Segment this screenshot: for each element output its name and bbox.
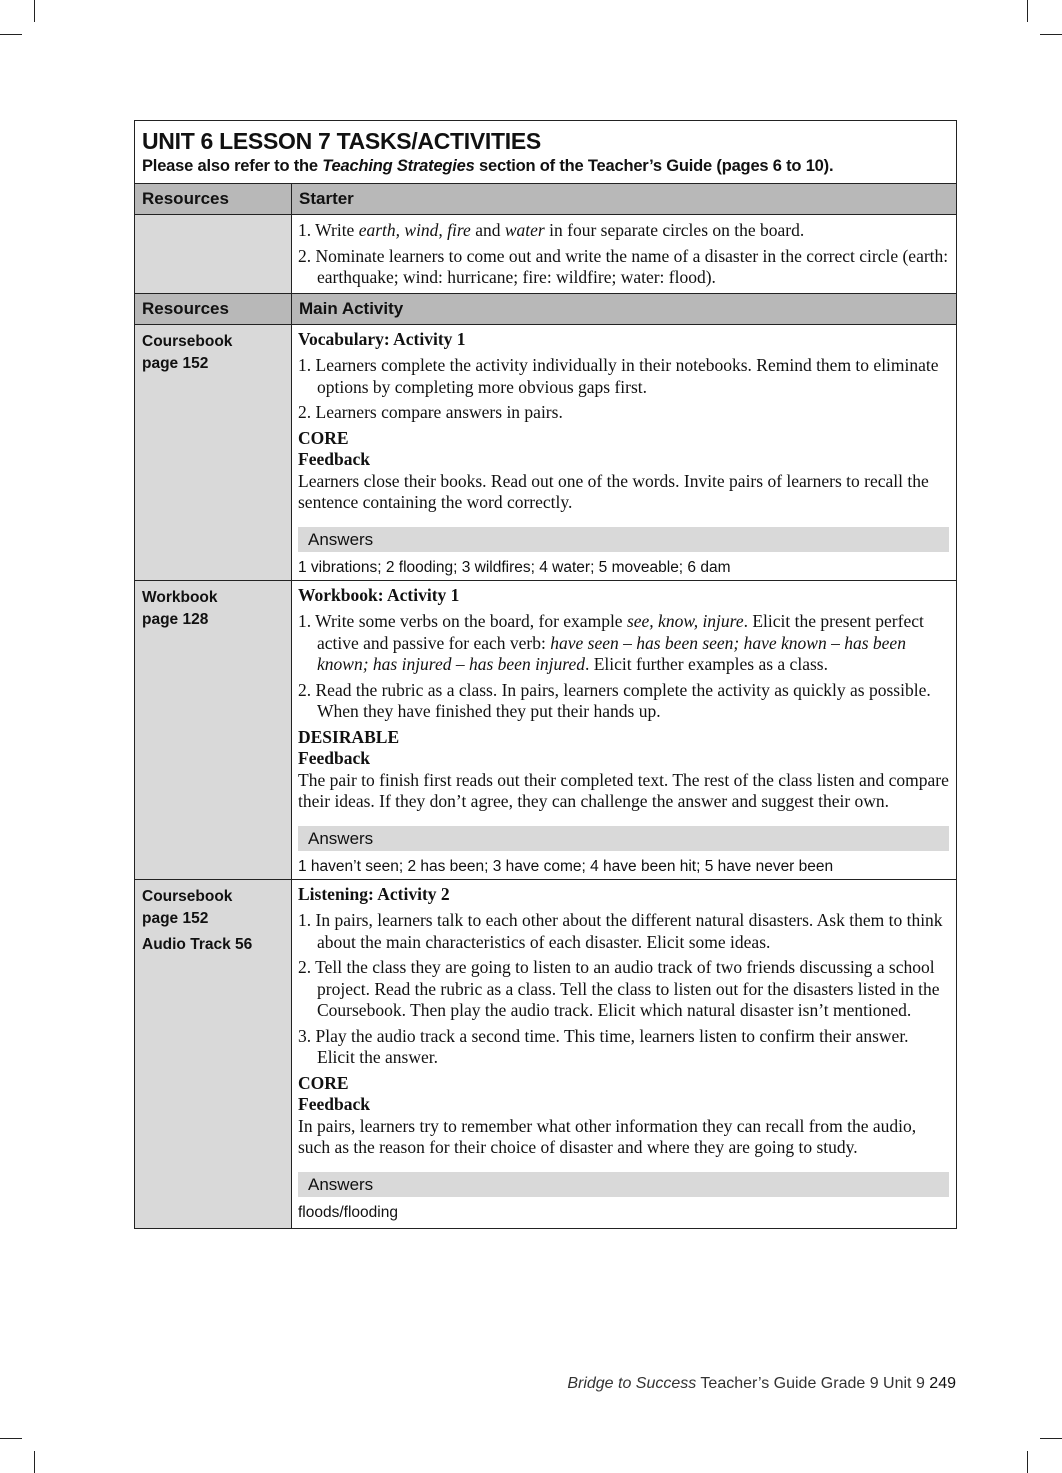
level-label: CORE — [298, 427, 349, 448]
answers-text: 1 vibrations; 2 flooding; 3 wildfires; 4 water; 5 moveable; 6 dam — [298, 558, 731, 576]
page-footer — [567, 1375, 956, 1393]
answers-bar: Answers — [298, 1172, 949, 1197]
activity-item: 2. Read the rubric as a class. In pairs, learners complete the activity as quickly as possible. When they have finished they put their hands up. — [298, 679, 931, 721]
resources-header: Resources — [135, 294, 292, 324]
activity-heading: Workbook: Activity 1 — [298, 584, 460, 605]
starter-item-1: 1. Write earth, wind, fire and water in four separate circles on the board. — [298, 220, 805, 240]
listening-row — [135, 880, 956, 1228]
resource-audio-track: Audio Track 56 — [142, 935, 253, 953]
feedback-text: In pairs, learners try to remember what other information they can recall from the audio, such as the reason for their choice of disaster and where they are going to study. — [298, 1115, 917, 1157]
activity-item: 1. Write some verbs on the board, for example see, know, injure. Elicit the present perfect active and passive for each verb: have seen – has been seen; have known – has been known; has injured – has been injured. Elicit further examples as a class. — [298, 611, 924, 674]
workbook-row — [135, 581, 956, 880]
listening-content — [292, 880, 956, 1228]
crop-mark — [0, 1438, 22, 1439]
lesson-subtitle: Please also refer to the Teaching Strategies section of the Teacher’s Guide (pages 6 to 10). — [142, 157, 834, 175]
starter-resources — [135, 215, 292, 293]
page-number: 249 — [929, 1375, 956, 1392]
main-header-row — [135, 294, 956, 325]
activity-heading: Listening: Activity 2 — [298, 883, 450, 904]
vocabulary-content — [292, 325, 956, 580]
resource-book: Coursebook — [142, 332, 233, 350]
lesson-title: UNIT 6 LESSON 7 TASKS/ACTIVITIES — [142, 128, 541, 154]
listening-resources — [135, 880, 292, 1228]
feedback-text: Learners close their books. Read out one of the words. Invite pairs of learners to recall the sentence containing the word correctly. — [298, 470, 929, 512]
workbook-content — [292, 581, 956, 879]
activity-item: 3. Play the audio track a second time. This time, learners listen to confirm their answer. Elicit the answer. — [298, 1025, 909, 1067]
crop-mark — [34, 0, 35, 22]
crop-mark — [34, 1451, 35, 1473]
starter-item-2: 2. Nominate learners to come out and write the name of a disaster in the correct circle (earth: earthquake; wind: hurricane; fire: wildfire; water: flood). — [298, 245, 949, 287]
activity-item: 2. Learners compare answers in pairs. — [298, 402, 563, 422]
lesson-table — [134, 120, 957, 1229]
level-label: CORE — [298, 1072, 349, 1093]
book-title: Bridge to Success — [567, 1375, 697, 1392]
workbook-resources — [135, 581, 292, 879]
crop-mark — [1027, 1451, 1028, 1473]
footer-text: Teacher’s Guide Grade 9 Unit 9 — [696, 1375, 930, 1392]
activity-item: 1. Learners complete the activity individually in their notebooks. Remind them to eliminate options by completing more obvious gaps first. — [298, 355, 939, 397]
feedback-label: Feedback — [298, 449, 370, 469]
vocabulary-resources — [135, 325, 292, 580]
activity-item: 2. Tell the class they are going to listen to an audio track of two friends discussing a school project. Read the rubric as a class. Tell the class to listen out for the disasters listed in the Coursebook. Then play the audio track. Elicit which natural disaster isn’t mentioned. — [298, 957, 940, 1020]
main-activity-header: Main Activity — [292, 294, 956, 324]
resources-header: Resources — [135, 184, 292, 214]
starter-content — [292, 215, 956, 293]
crop-mark — [1040, 1438, 1062, 1439]
starter-row — [135, 215, 956, 294]
answers-text: floods/flooding — [298, 1203, 398, 1221]
answers-text: 1 haven’t seen; 2 has been; 3 have come; 4 have been hit; 5 have never been — [298, 857, 834, 875]
resource-page: page 152 — [142, 909, 209, 927]
answers-bar: Answers — [298, 527, 949, 552]
crop-mark — [1040, 34, 1062, 35]
level-label: DESIRABLE — [298, 726, 400, 747]
activity-item: 1. In pairs, learners talk to each other about the different natural disasters. Ask them to think about the main characteristics of each disaster. Elicit some ideas. — [298, 910, 943, 952]
resource-page: page 152 — [142, 354, 209, 372]
starter-header-row — [135, 184, 956, 215]
crop-mark — [1027, 0, 1028, 22]
feedback-label: Feedback — [298, 748, 370, 768]
starter-header: Starter — [292, 184, 956, 214]
vocabulary-row — [135, 325, 956, 581]
crop-mark — [0, 34, 22, 35]
feedback-text: The pair to finish first reads out their completed text. The rest of the class listen and compare their ideas. If they don’t agree, they can challenge the answer and suggest their own. — [298, 769, 949, 811]
resource-page: page 128 — [142, 610, 209, 628]
resource-book: Coursebook — [142, 887, 233, 905]
answers-bar: Answers — [298, 826, 949, 851]
title-block — [135, 121, 956, 184]
feedback-label: Feedback — [298, 1094, 370, 1114]
resource-book: Workbook — [142, 588, 218, 606]
activity-heading: Vocabulary: Activity 1 — [298, 328, 466, 349]
